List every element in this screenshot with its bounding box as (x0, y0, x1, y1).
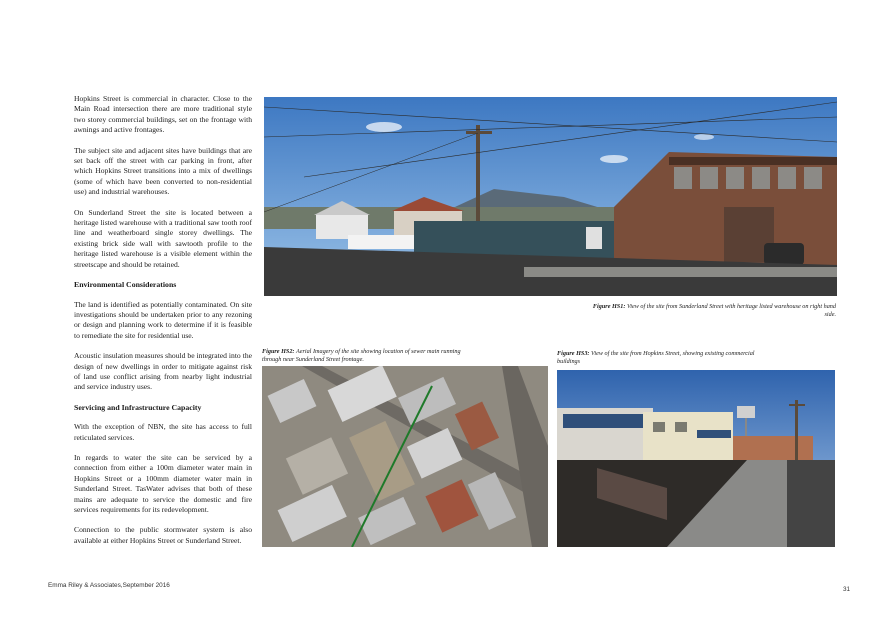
figure-hs1-text: View of the site from Sunderland Street with heritage listed warehouse on right hand side. (626, 303, 836, 318)
figure-hs3-photo (557, 370, 835, 547)
figure-hs1-photo (264, 97, 837, 296)
figure-hs3-caption (557, 350, 767, 366)
figure-hs2-caption (262, 348, 472, 364)
figure-hs2-label: Figure HS2: (262, 348, 295, 355)
heading-servicing: Servicing and Infrastructure Capacity (74, 402, 202, 412)
paragraph-sunderland-street: On Sunderland Street the site is located between a heritage listed warehouse with a traditional saw tooth roof line and weatherboard single storey dwellings. The existing brick side wall with sawtooth profile to the heritage listed warehouse is a visible element within the streetscape and should be retained. (74, 207, 252, 269)
figure-hs1-caption (580, 303, 836, 319)
paragraph-subject-site: The subject site and adjacent sites have buildings that are set back off the street with car parking in front, after which Hopkins Street transitions into a mix of dwellings (some of which have been converted to non-residential use) and industrial warehouses. (74, 145, 252, 197)
figure-hs3-text: View of the site from Hopkins Street, showing existing commercial buildings (557, 350, 755, 365)
figure-hs2-text: Aerial Imagery of the site showing location of sewer main running through near Sunderland Street frontage. (262, 348, 461, 363)
paragraph-nbn: With the exception of NBN, the site has access to full reticulated services. (74, 422, 252, 442)
paragraph-water: In regards to water the site can be serviced by a connection from either a 100m diameter water main in Hopkins Street or a 100mm diameter water main in Sunderland Street. TasWater advises that both of these mains are adequate to service the domestic and fire services requirements for its redevelopment. (74, 452, 252, 514)
aerial-map-image (262, 366, 548, 547)
paragraph-acoustic: Acoustic insulation measures should be integrated into the design of new dwellings in order to mitigate against risk of land use conflict arising from nearby light industrial and service industry uses. (74, 351, 252, 392)
street-panorama-image (264, 97, 837, 296)
paragraph-stormwater: Connection to the public stormwater system is also available at either Hopkins Street or Sunderland Street. (74, 525, 252, 545)
heading-environmental: Environmental Considerations (74, 280, 177, 290)
paragraph-hopkins-character: Hopkins Street is commercial in character. Close to the Main Road intersection there are more traditional style two storey commercial buildings, set on the frontage with awnings and active frontages. (74, 94, 252, 135)
body-text-column (74, 94, 252, 556)
footer-credit: Emma Riley & Associates,September 2016 (48, 582, 170, 589)
figure-hs2-photo (262, 366, 548, 547)
figure-hs1-label: Figure HS1: (592, 303, 626, 310)
figure-hs3-label: Figure HS3: (557, 350, 590, 357)
paragraph-contamination: The land is identified as potentially contaminated. On site investigations should be undertaken prior to any rezoning or design and planning work to determine if it is feasible to remediate the site for residential use. (74, 299, 252, 340)
page-number: 31 (843, 586, 851, 593)
hopkins-street-image (557, 370, 835, 547)
